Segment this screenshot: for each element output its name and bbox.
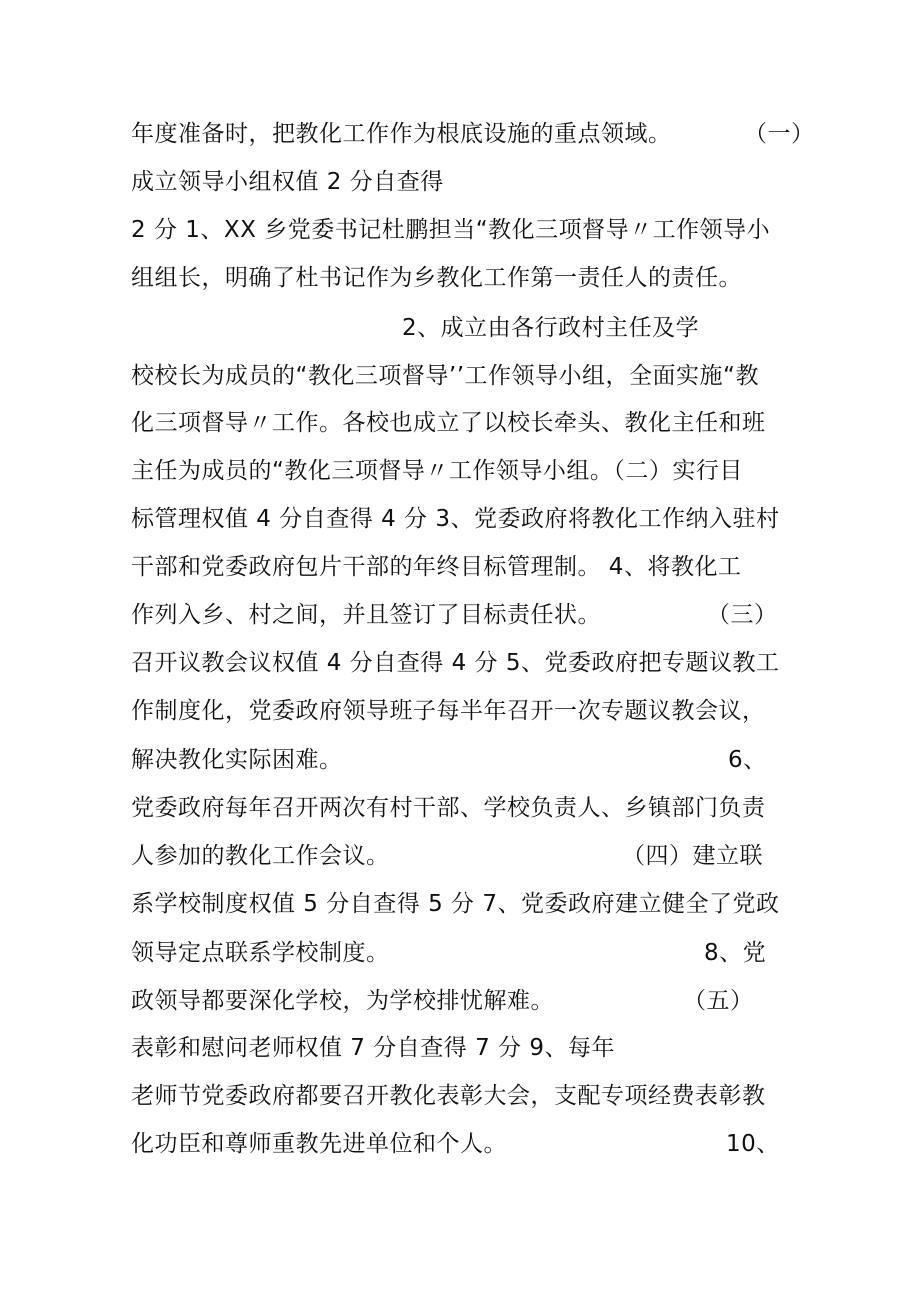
text-line: 6、: [728, 747, 767, 773]
text-line: （一）: [744, 121, 815, 147]
text-line: 8、党: [704, 940, 767, 966]
text-line: 人参加的教化工作会议。: [131, 843, 390, 869]
text-line: （三）: [707, 602, 778, 628]
text-line: 作制度化，党委政府领导班子每半年召开一次专题议教会议，: [131, 698, 766, 724]
text-line: （四）建立联: [622, 843, 763, 869]
text-line: 成立领导小组权值 2 分自查得: [131, 169, 444, 195]
text-line: 系学校制度权值 5 分自查得 5 分 7、党委政府建立健全了党政: [131, 891, 780, 917]
text-line: 政领导都要深化学校，为学校排忧解难。: [131, 988, 554, 1014]
text-line: 主任为成员的“教化三项督导〃工作领导小组。（二）实行目: [131, 458, 743, 484]
text-line: 2 分 1、XX 乡党委书记杜鹏担当“教化三项督导〃工作领导小: [131, 217, 771, 243]
text-line: 年度准备时，把教化工作作为根底设施的重点领域。: [131, 121, 672, 147]
text-line: 化功臣和尊师重教先进单位和个人。: [131, 1131, 507, 1157]
text-line: 2、成立由各行政村主任及学: [402, 315, 700, 341]
text-line: 领导定点联系学校制度。: [131, 940, 390, 966]
text-line: 化三项督导〃工作。各校也成立了以校长牵头、教化主任和班: [131, 410, 766, 436]
text-line: 10、: [726, 1131, 780, 1157]
text-line: 作列入乡、村之间，并且签订了目标责任状。: [131, 602, 601, 628]
text-line: 组组长，明确了杜书记作为乡教化工作第一责任人的责任。: [131, 265, 742, 291]
text-line: 党委政府每年召开两次有村干部、学校负责人、乡镇部门负责: [131, 795, 766, 821]
text-line: 标管理权值 4 分自查得 4 分 3、党委政府将教化工作纳入驻村: [131, 506, 780, 532]
text-line: 表彰和慰问老师权值 7 分自查得 7 分 9、每年: [131, 1035, 615, 1061]
text-line: 召开议教会议权值 4 分自查得 4 分 5、党委政府把专题议教工: [131, 650, 780, 676]
text-line: 校校长为成员的“教化三项督导’’工作领导小组，全面实施“教: [131, 363, 759, 389]
text-line: 解决教化实际困难。: [131, 747, 343, 773]
text-line: 老师节党委政府都要召开教化表彰大会，支配专项经费表彰教: [131, 1083, 766, 1109]
text-line: 干部和党委政府包片干部的年终目标管理制。 4、将教化工: [131, 554, 742, 580]
text-line: （五）: [683, 988, 754, 1014]
